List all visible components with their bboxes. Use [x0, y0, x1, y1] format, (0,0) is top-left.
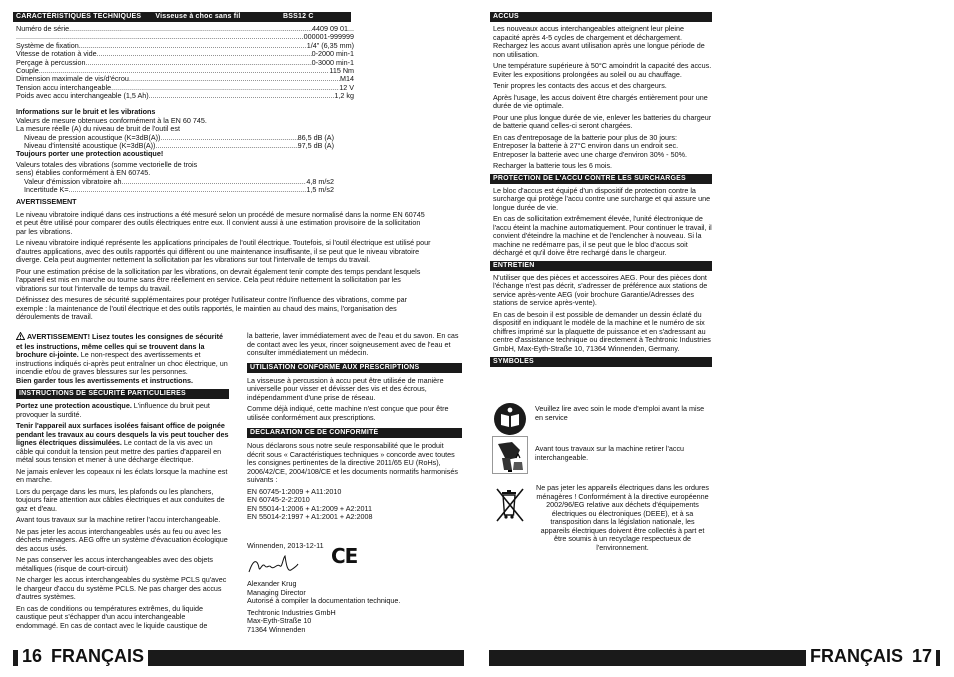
safety-paragraph: Avant tous travaux sur la machine retirer l'accu interchangeable. — [16, 515, 221, 524]
accus-paragraph: Tenir propres les contacts des accus et des chargeurs. — [493, 81, 667, 90]
vib-line2: sens) établies conformément à EN 60745. — [16, 168, 151, 178]
spec-row — [16, 67, 354, 75]
warning-paragraph: Le niveau vibratoire indiqué dans ces instructions a été mesuré selon un procédé de mesure normalisé dans la norme EN 60745 et peut être utilisé pour comparer des outils électriques entre eux. Il convient aussi à une estimation provisoire de la sollicitation par les vibrations. — [16, 209, 425, 236]
leader-dots — [129, 75, 340, 83]
leader-dots — [69, 25, 312, 33]
spec-row-value: 1,2 kg — [334, 92, 354, 101]
use-paragraphs — [247, 377, 462, 423]
left-page-label — [18, 644, 148, 668]
ce-norm: EN 55014-2:1997 + A1:2001 + A2:2008 — [247, 512, 373, 521]
symbol-text-weee: Ne pas jeter les appareils électriques dans les ordures ménagères ! Conformément à la directive européenne 2002/96/EG relative aux déchets d'équipements électriques ou électroniques (DEEE), et à sa transposition dans la législation nationale, les appareils électriques doivent être collectés à part et être soumis à un recyclage respectueux de l'environnement. — [536, 483, 709, 552]
use-header: UTILISATION CONFORME AUX PRESCRIPTIONS — [247, 363, 462, 373]
leader-dots — [39, 67, 330, 75]
spec-row-value: 1/4" (6,35 mm) — [306, 41, 354, 50]
maintenance-paragraph: En cas de besoin il est possible de demander un dessin éclaté du dispositif en indiquant le modèle de la machine et le numéro de six chiffres imprimé sur la plaquette de puissance et en s'adressant au centre d'assistance technique ou directement à Techtronic Industries GmbH, Max-Eyth-Straße 10, 71364 Winnenden, Germany. — [493, 309, 711, 353]
spec-row — [16, 59, 354, 67]
spec-row-label: Dimension maximale de vis/d'écrou — [16, 75, 129, 84]
leader-dots — [155, 142, 297, 150]
spec-header-model: BSS12 C — [283, 13, 314, 20]
noise-row-value: 97,5 dB (A) — [297, 141, 334, 150]
ce-norm: EN 60745-2-2:2010 — [247, 495, 310, 504]
spec-row-value: ...000001-999999 — [297, 33, 354, 42]
read-manual-icon — [492, 401, 526, 435]
noise-row-value: 86,5 dB (A) — [297, 133, 334, 142]
accus-paragraph: En cas d'entreposage de la batterie pour plus de 30 jours: Entreposer la batterie à 27°C environ dans un endroit sec. Entreposer la batterie avec une charge d'environ 30% - 50%. — [493, 132, 687, 159]
vib-table — [16, 178, 334, 195]
spec-row-label: Poids avec accu interchangeable (1,5 Ah) — [16, 92, 149, 101]
noise-table — [16, 134, 334, 151]
ce-norm: EN 60745-1:2009 + A11:2010 — [247, 486, 342, 496]
spec-row-label: Perçage à percussion — [16, 58, 86, 67]
spec-row — [16, 84, 354, 92]
spec-row-value: 0-2000 min-1 — [311, 50, 354, 59]
use-paragraph: La visseuse à percussion à accu peut être utilisée de manière universelle pour visser et dévisser des vis et des écrous, indépendamment d'une prise de réseau. — [247, 375, 444, 402]
safety-paragraphs — [16, 468, 229, 631]
maintenance-header: ENTRETIEN — [490, 261, 712, 271]
spec-row-label: Couple — [16, 67, 39, 76]
warning-paragraph: Définissez des mesures de sécurité supplémentaires pour protéger l'utilisateur contre l'influence des vibrations, comme par exemple : la maintenance de l'outil électrique et des outils rapportés, le maintien au chaud des mains, l'organisation des déroulements de travail. — [16, 295, 408, 321]
warning-title: AVERTISSEMENT — [16, 197, 77, 206]
safety-para-2 — [16, 422, 229, 465]
overload-header: PROTECTION DE L'ACCU CONTRE LES SURCHARGES — [490, 174, 712, 184]
weee-bin-icon — [492, 486, 526, 520]
safety-paragraph: En cas de conditions ou températures extrêmes, du liquide caustique peut s'échapper d'un accu interchangeable endommagé. En cas de contact avec le liquide caustique de — [16, 603, 208, 630]
noise-line2: La mesure réelle (A) du niveau de bruit de l'outil est — [16, 124, 180, 133]
spec-row-label: Numéro de série — [16, 25, 70, 33]
accus-paragraph: Les nouveaux accus interchangeables atteignent leur pleine capacité après 4-5 cycles de chargement et déchargement. Rechargez les accus avant utilisation après une longue période de non utilisation. — [493, 24, 705, 59]
signer-name: Alexander Krug — [247, 579, 297, 588]
general-warning — [16, 332, 229, 385]
spec-row — [16, 42, 354, 50]
leader-dots — [122, 178, 307, 186]
warning-paragraph: Le niveau vibratoire indiqué représente les applications principales de l'outil électrique. Toutefois, si l'outil électrique est utilisé pour d'autres applications, avec des outils rapportés qui diffèrent ou une maintenance insuffisante, il se peut que le niveau vibratoire diverge. Cela peut augmenter nettement la sollicitation par les vibrations sur tout l'intervalle de temps du travail. — [16, 238, 431, 264]
symbols-header: SYMBOLES — [490, 357, 712, 367]
general-warning-rest: Le non-respect des avertissements et instructions indiqués ci-après peut entraîner un choc électrique, un incendie et/ou de graves blessures sur les personnes. — [16, 350, 228, 376]
overload-paragraphs — [490, 187, 712, 258]
company-line: Techtronic Industries GmbH — [247, 607, 336, 617]
spec-row — [16, 75, 354, 83]
spec-header — [13, 12, 351, 22]
vib-row-value: 4,8 m/s2 — [306, 177, 334, 186]
right-column — [490, 12, 712, 367]
spec-row-value: 12 V — [339, 83, 354, 92]
safety-paragraph: Ne pas jeter les accus interchangeables usés au feu ou avec les déchets ménagers. AEG offre un système d'évacuation écologique des accus usés. — [16, 526, 228, 553]
vib-line1: Valeurs totales des vibrations (somme vectorielle de trois — [16, 159, 198, 169]
noise-row-label: Niveau d'intensité acoustique (K=3dB(A)) — [24, 141, 156, 150]
left-page-lang: FRANÇAIS — [51, 646, 145, 666]
symbol-text-battery: Avant tous travaux sur la machine retirer l'accu interchangeable. — [535, 444, 685, 462]
ce-mark: CE — [331, 544, 358, 568]
spec-header-title: CARACTÉRISTIQUES TECHNIQUES — [16, 13, 142, 20]
vib-row-label: Incertitude K= — [24, 186, 69, 195]
safety-paragraph: Ne charger les accus interchangeables du système PCLS qu'avec le chargeur d'accu du système PCLS. Ne pas charger des accus d'autres systèmes. — [16, 575, 227, 601]
leader-dots — [69, 186, 307, 194]
left-column-1 — [16, 332, 229, 633]
noise-row — [24, 134, 334, 142]
leader-dots — [97, 50, 312, 58]
safety-paragraph: Lors du perçage dans les murs, les plafonds ou les planchers, toujours faire attention aux câbles électriques et aux conduites de gaz et d'eau. — [16, 486, 225, 513]
spec-row — [16, 33, 354, 41]
right-page-label — [806, 644, 936, 668]
leader-dots — [149, 92, 335, 100]
warning-paragraph: Pour une estimation précise de la sollicitation par les vibrations, on devrait également tenir compte des temps pendant lesquels l'appareil est mis en marche ou tourne sans être réellement en service. Cela peut réduire nettement la sollicitation par les vibrations sur tout l'intervalle de temps du travail. — [16, 266, 421, 293]
accus-paragraphs — [490, 25, 712, 171]
spec-row-value: 0-3000 min-1 — [311, 58, 354, 67]
noise-row-label: Niveau de pression acoustique (K=3dB(A)) — [24, 133, 161, 142]
accus-paragraph: Recharger la batterie tous les 6 mois. — [493, 161, 613, 170]
use-paragraph: Comme déjà indiqué, cette machine n'est conçue que pour être utilisée conformément aux prescriptions. — [247, 404, 449, 422]
safety-para-1 — [16, 402, 229, 419]
safety-header: INSTRUCTIONS DE SÉCURITÉ PARTICULIERES — [16, 389, 229, 399]
spec-table — [16, 25, 354, 101]
general-warning-bold: AVERTISSEMENT! Lisez toutes les consignes de sécurité et les instructions, même celles qui se trouvent dans la brochure ci-jointe. — [16, 332, 223, 359]
leader-dots — [16, 33, 298, 41]
safety-para-1-rest: L'influence du bruit peut provoquer la surdité. — [16, 401, 210, 419]
symbol-text-manual: Veuillez lire avec soin le mode d'emploi avant la mise en service — [535, 404, 705, 422]
leader-dots — [86, 59, 312, 67]
maintenance-paragraphs — [490, 274, 712, 354]
spec-row-value: 115 Nm — [329, 67, 354, 76]
vib-row-label: Valeur d'émission vibratoire ah — [24, 177, 122, 186]
leader-dots — [160, 134, 297, 142]
company-address — [247, 609, 462, 635]
ce-norms — [247, 488, 462, 522]
right-page-lang: FRANÇAIS — [809, 646, 903, 666]
left-page-number: 16 — [22, 646, 43, 666]
maintenance-paragraph: N'utiliser que des pièces et accessoires AEG. Pour des pièces dont l'échange n'est pas décrit, s'adresser de préférence aux stations de service après-vente AEG (voir brochure Garantie/Adresses des stations de service après-vente). — [493, 272, 708, 307]
warning-paragraphs — [16, 211, 432, 322]
overload-paragraph: En cas de sollicitation extrêmement élevée, l'unité électronique de l'accu éteint la machine automatiquement. Pour continuer le travail, il convient d'éteindre la machine et de l'enclencher à nouveau. Si la machine ne redémarre pas, il se peut que le bloc d'accus soit déchargé et qu'il doive être rechargé dans le chargeur. — [493, 214, 712, 257]
ce-header: DECLARATION CE DE CONFORMITÉ — [247, 428, 462, 438]
noise-title: Informations sur le bruit et les vibrations — [16, 107, 156, 116]
spec-row-value: M14 — [340, 75, 354, 84]
vib-row-value: 1,5 m/s2 — [306, 186, 334, 195]
leader-dots — [79, 42, 307, 50]
signature-image — [247, 554, 299, 581]
company-line: 71364 Winnenden — [247, 624, 306, 634]
spec-row — [16, 50, 354, 58]
spec-header-tool: Visseuse à choc sans fil — [155, 13, 241, 20]
accus-paragraph: Pour une plus longue durée de vie, enlever les batteries du chargeur de batterie quand celles-ci seront chargées. — [493, 112, 712, 130]
ce-norm: EN 55014-1:2006 + A1:2009 + A2:2011 — [247, 503, 372, 513]
battery-contact-continued: la batterie, laver immédiatement avec de l'eau et du savon. En cas de contact avec les yeux, rincer soigneusement avec de l'eau et consulter immédiatement un médecin. — [247, 331, 459, 357]
vib-row — [24, 186, 334, 194]
overload-paragraph: Le bloc d'accus est équipé d'un dispositif de protection contre la surcharge qui protège l'accu contre une surcharge et qui assure une longue durée de vie. — [493, 185, 711, 212]
right-page-number: 17 — [911, 646, 932, 666]
safety-para-1-bold: Portez une protection acoustique. — [16, 401, 132, 410]
noise-warning: Toujours porter une protection acoustique! — [16, 149, 164, 159]
safety-paragraph: Ne jamais enlever les copeaux ni les éclats lorsque la machine est en marche. — [16, 466, 228, 484]
ce-date: Winnenden, 2013-12-11 — [247, 540, 324, 550]
left-column-2 — [247, 332, 462, 634]
noise-section — [16, 108, 356, 195]
accus-paragraph: Après l'usage, les accus doivent être chargés entièrement pour une durée de vie optimale. — [493, 92, 708, 110]
safety-para-2-bold: Tenir l'appareil aux surfaces isolées faisant office de poignée pendant les travaux au cours desquels la vis peut toucher des lignes électriques dissimulées. — [16, 421, 229, 447]
spec-row-label: Tension accu interchangeable — [16, 83, 112, 92]
spec-row-label: Vitesse de rotation à vide — [16, 50, 97, 59]
spec-row-value: 4409 09 01... — [312, 25, 354, 33]
company-line: Max-Eyth-Straße 10 — [247, 616, 312, 625]
spec-row — [16, 25, 354, 33]
remove-battery-icon — [492, 436, 526, 470]
spec-row — [16, 92, 354, 100]
accus-paragraph: Une température supérieure à 50°C amoindrit la capacité des accus. Eviter les expositions prolongées au soleil ou au chauffage. — [493, 61, 712, 79]
leader-dots — [111, 84, 339, 92]
accus-header: ACCUS — [490, 12, 712, 22]
spec-row-label: Système de fixation — [16, 41, 79, 50]
ce-declaration-text: Nous déclarons sous notre seule responsabilité que le produit décrit sous « Caractéristiques techniques » concorde avec toutes les consignes pertinentes de la directive 2011/65 EU (RoHs), 2006/42/CE, 2004/108/CE et les documents normatifs harmonisés suivants : — [247, 441, 458, 484]
signer-authorization: Autorisé à compiler la documentation technique. — [247, 596, 401, 605]
vib-row — [24, 178, 334, 186]
general-warning-keep: Bien garder tous les avertissements et instructions. — [16, 375, 193, 385]
safety-para-2-rest: Le contact de la vis avec un câble qui conduit la tension peut mettre des parties d'appareil en métal sous tension et mener à une décharge électrique. — [16, 438, 222, 464]
noise-line1: Valeurs de mesure obtenues conformément à la EN 60 745. — [16, 115, 207, 125]
safety-paragraph: Ne pas conserver les accus interchangeables avec des objets métalliques (risque de court-circuit) — [16, 555, 213, 573]
signer-title: Managing Director — [247, 587, 306, 597]
warning-section — [16, 198, 432, 325]
